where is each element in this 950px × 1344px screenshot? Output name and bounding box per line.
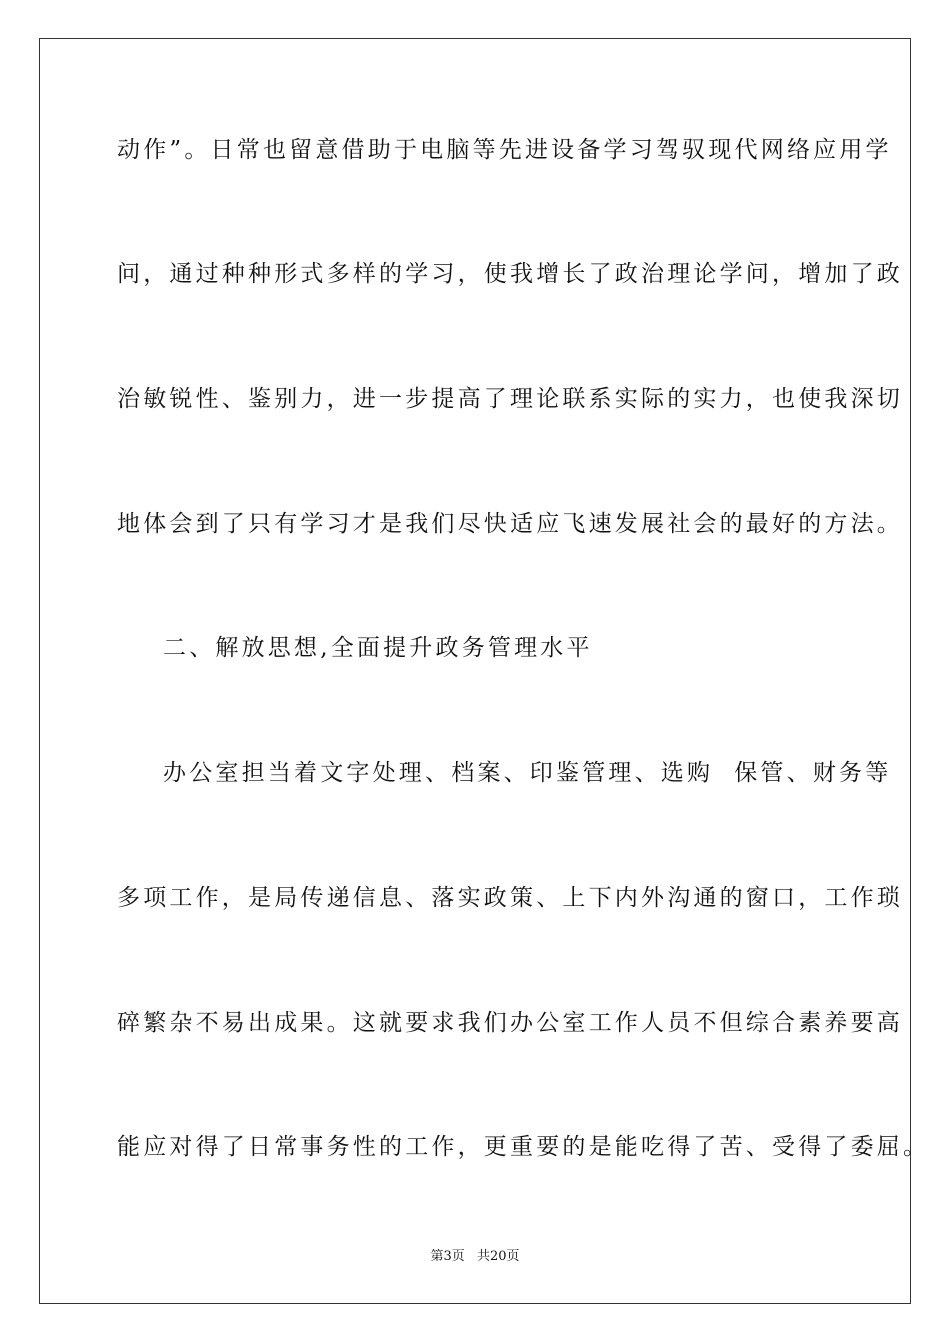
body-line-4: 地体会到了只有学习才是我们尽快适应飞速发展社会的最好的方法。 (117, 511, 903, 537)
page-footer (0, 1248, 950, 1266)
body-line-2: 问，通过种种形式多样的学习，使我增长了政治理论学问，增加了政 (117, 261, 903, 287)
page-border (39, 38, 930, 1304)
body-line-3: 治敏锐性、鉴别力，进一步提高了理论联系实际的实力，也使我深切 (117, 386, 903, 412)
page-total: 共20页 (476, 1249, 520, 1264)
body-line-1: 动作”。日常也留意借助于电脑等先进设备学习驾驭现代网络应用学 (117, 137, 892, 163)
body-line-7: 多项工作，是局传递信息、落实政策、上下内外沟通的窗口，工作琐 (117, 885, 903, 911)
page-number: 第3页 (430, 1249, 465, 1264)
body-line-9: 能应对得了日常事务性的工作，更重要的是能吃得了苦、受得了委屈。 (117, 1134, 930, 1160)
body-line-8: 碎繁杂不易出成果。这就要求我们办公室工作人员不但综合素养要高 (117, 1010, 903, 1036)
body-line-6: 办公室担当着文字处理、档案、印鉴管理、选购 保管、财务等 (163, 760, 892, 786)
section-heading: 二、解放思想,全面提升政务管理水平 (163, 635, 593, 661)
